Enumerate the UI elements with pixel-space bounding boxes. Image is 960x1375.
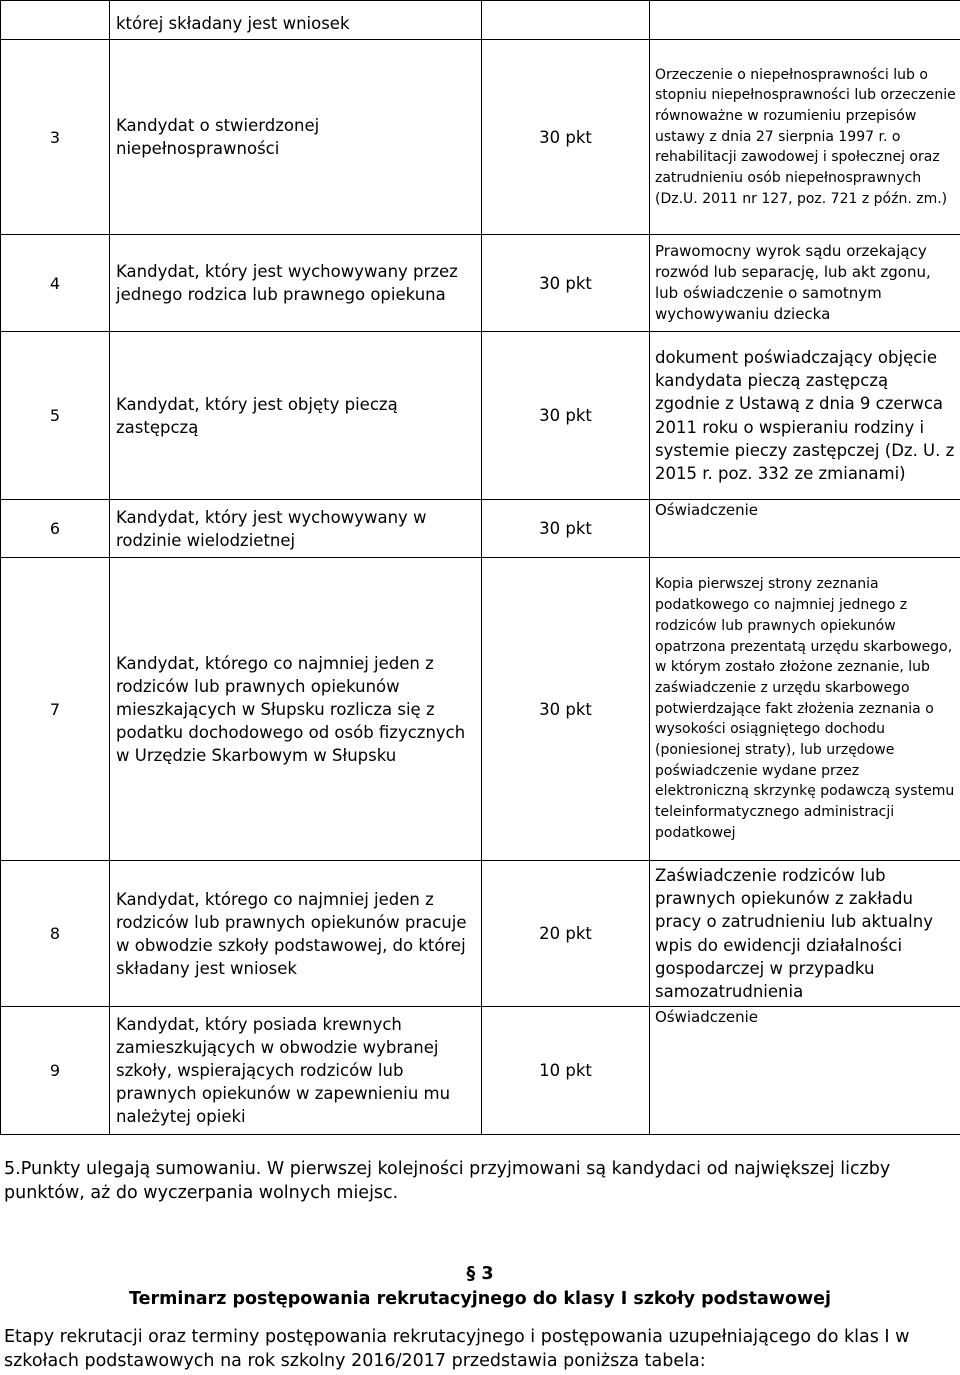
table-row (1, 558, 960, 861)
table-row (1, 1007, 960, 1135)
criterion-description: Kandydat, którego co najmniej jeden z rodziców lub prawnych opiekunów pracuje w obwodzie szkoły podstawowej, do której składany jest wniosek (110, 861, 482, 1007)
criterion-description: Kandydat, który jest wychowywany w rodzinie wielodzietnej (110, 500, 482, 558)
points-value: 30 pkt (482, 235, 650, 332)
required-document: Kopia pierwszej strony zeznania podatkowego co najmniej jednego z rodziców lub prawnych opiekunów opatrzona prezentatą urzędu skarbowego, w którym zostało złożone zeznanie, lub zaświadczenie z urzędu skarbowego potwierdzające fakt złożenia zeznania o wysokości osiągniętego dochodu (poniesionej straty), lub urzędowe poświadczenie wydane przez elektroniczną skrzynkę podawczą systemu teleinformatycznego administracji podatkowej (650, 558, 960, 861)
points-value: 20 pkt (482, 861, 650, 1007)
document-cell (650, 1, 960, 40)
criterion-description: Kandydat, który posiada krewnych zamieszkujących w obwodzie wybranej szkoły, wspierających rodziców lub prawnych opiekunów w zapewnieniu mu należytej opieki (110, 1007, 482, 1135)
row-number-cell (1, 1, 110, 40)
points-value: 30 pkt (482, 558, 650, 861)
required-document: Zaświadczenie rodziców lub prawnych opiekunów z zakładu pracy o zatrudnieniu lub aktualny wpis do ewidencji działalności gospodarczej w przypadku samozatrudnienia (650, 861, 960, 1007)
criterion-description: Kandydat, którego co najmniej jeden z rodziców lub prawnych opiekunów mieszkających w Słupsku rozlicza się z podatku dochodowego od osób fizycznych w Urzędzie Skarbowym w Słupsku (110, 558, 482, 861)
required-document: Oświadczenie (650, 500, 960, 558)
criterion-description: której składany jest wniosek (110, 1, 482, 40)
row-number: 9 (1, 1007, 110, 1135)
table-row (1, 235, 960, 332)
required-document: Orzeczenie o niepełnosprawności lub o stopniu niepełnosprawności lub orzeczenie równoważne w rozumieniu przepisów ustawy z dnia 27 sierpnia 1997 r. o rehabilitacji zawodowej i społecznej oraz zatrudnieniu osób niepełnosprawnych (Dz.U. 2011 nr 127, poz. 721 z późn. zm.) (650, 40, 960, 235)
table-row (1, 861, 960, 1007)
row-number: 5 (1, 332, 110, 500)
row-number: 3 (1, 40, 110, 235)
points-value: 30 pkt (482, 500, 650, 558)
section-heading: Terminarz postępowania rekrutacyjnego do klasy I szkoły podstawowej (128, 1289, 832, 1309)
criterion-description: Kandydat, który jest objęty pieczą zastępczą (110, 332, 482, 500)
criterion-description: Kandydat, który jest wychowywany przez jednego rodzica lub prawnego opiekuna (110, 235, 482, 332)
points-value: 30 pkt (482, 332, 650, 500)
intro-paragraph: Etapy rekrutacji oraz terminy postępowania rekrutacyjnego i postępowania uzupełniającego do klas I w szkołach podstawowych na rok szkolny 2016/2017 przedstawia poniższa tabela: (4, 1327, 910, 1371)
row-number: 6 (1, 500, 110, 558)
points-cell (482, 1, 650, 40)
table-row (1, 332, 960, 500)
row-number: 7 (1, 558, 110, 861)
required-document: dokument poświadczający objęcie kandydata pieczą zastępczą zgodnie z Ustawą z dnia 9 czerwca 2011 roku o wspieraniu rodziny i systemie pieczy zastępczej (Dz. U. z 2015 r. poz. 332 ze zmianami) (650, 332, 960, 500)
table-row-partial (1, 1, 960, 40)
row-number: 8 (1, 861, 110, 1007)
scoring-note: 5.Punkty ulegają sumowaniu. W pierwszej kolejności przyjmowani są kandydaci od największej liczby punktów, aż do wyczerpania wolnych miejsc. (4, 1159, 891, 1203)
table-row (1, 500, 960, 558)
table-row (1, 40, 960, 235)
points-value: 30 pkt (482, 40, 650, 235)
section-number: § 3 (466, 1264, 494, 1284)
criterion-description: Kandydat o stwierdzonej niepełnosprawności (110, 40, 482, 235)
row-number: 4 (1, 235, 110, 332)
required-document: Prawomocny wyrok sądu orzekający rozwód lub separację, lub akt zgonu, lub oświadczenie o samotnym wychowywaniu dziecka (650, 235, 960, 332)
points-value: 10 pkt (482, 1007, 650, 1135)
required-document: Oświadczenie (650, 1007, 960, 1135)
